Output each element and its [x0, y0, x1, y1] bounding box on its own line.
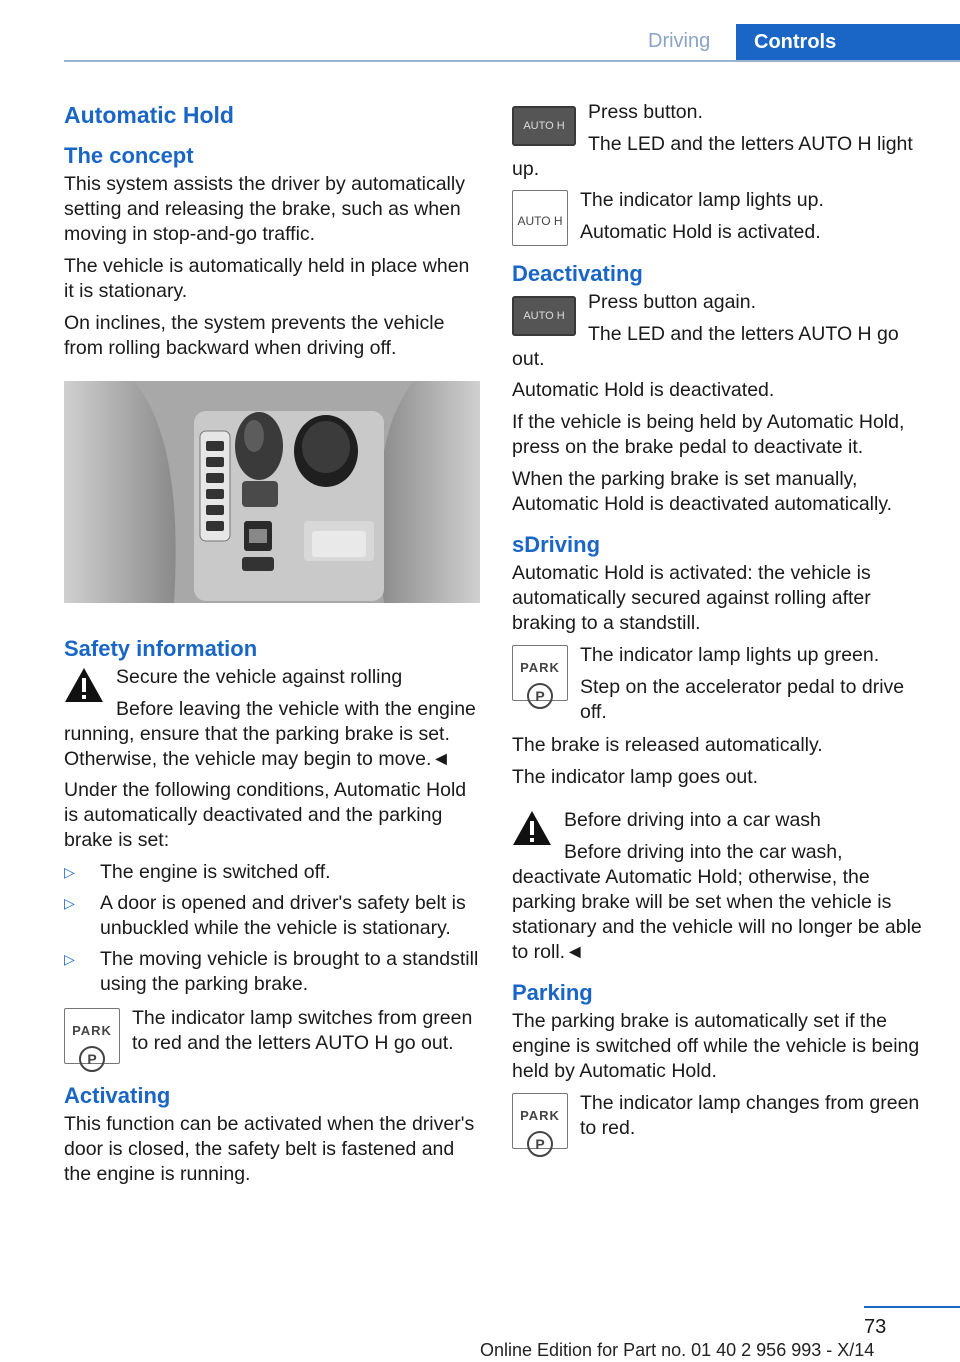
conditions-list [64, 860, 480, 997]
auto-h-button-step-off [512, 290, 928, 372]
list-item [64, 947, 480, 997]
auto-h-button-label: AUTO H [523, 310, 565, 322]
list-item-text: The moving vehicle is brought to a standstill using the parking brake. [100, 948, 479, 995]
warning-body: Before leaving the vehicle with the engine running, ensure that the parking brake is set. Otherwise, the vehicle may begin to move.◄ [64, 698, 476, 770]
park-lamp-icon [512, 1093, 568, 1152]
activated-text: Automatic Hold is activated. [580, 221, 821, 243]
sdriving-paragraph-1: Automatic Hold is activated: the vehicle is automatically secured against rolling after braking to a standstill. [512, 562, 871, 634]
page-number: 73 [864, 1316, 887, 1338]
lamp-green-text: The indicator lamp lights up green. [580, 644, 880, 666]
deactivating-paragraph-3: When the parking brake is set manually, Automatic Hold is deactivated automatically. [512, 468, 893, 515]
parking-heading: Parking [512, 980, 593, 1005]
sdriving-paragraph-3: The indicator lamp goes out. [512, 766, 759, 788]
auto-h-lamp-label: AUTO H [517, 214, 563, 228]
warning-triangle-icon [64, 667, 104, 703]
press-button-text: Press button. [588, 101, 703, 123]
sdriving-heading: sDriving [512, 532, 601, 557]
press-button-body: The LED and the letters AUTO H light up. [512, 133, 913, 180]
deactivating-heading: Deactivating [512, 261, 643, 286]
edition-footer: Online Edition for Part no. 01 40 2 956 993 - X/14 [480, 1340, 875, 1360]
auto-h-lamp-icon [512, 190, 568, 246]
warning-title: Secure the vehicle against rolling [116, 666, 403, 688]
concept-paragraph-2: The vehicle is automatically held in place when it is stationary. [64, 255, 470, 302]
left-column [64, 100, 480, 1194]
auto-h-button-label: AUTO H [523, 120, 565, 132]
conditions-intro: Under the following conditions, Automatic Hold is automatically deactivated and the parking brake is set: [64, 779, 467, 851]
park-green-note [512, 643, 928, 725]
warning-title: Before driving into a car wash [564, 809, 821, 831]
safety-heading: Safety information [64, 636, 258, 661]
activating-paragraph: This function can be activated when the driver's door is closed, the safety belt is fastened and the engine is running. [64, 1113, 475, 1185]
park-indicator-note [64, 1006, 480, 1068]
warning-block-car-wash [512, 808, 928, 965]
list-item-text: A door is opened and driver's safety belt is unbuckled while the vehicle is stationary. [100, 892, 466, 939]
press-again-body: The LED and the letters AUTO H go out. [512, 323, 899, 370]
triangle-bullet-icon: ▷ [64, 951, 75, 967]
header-tab [736, 24, 960, 62]
list-item [64, 891, 480, 941]
console-illustration [64, 381, 480, 603]
sdriving-paragraph-2: The brake is released automatically. [512, 734, 823, 756]
lamp-red-text: The indicator lamp changes from green to red. [580, 1092, 920, 1139]
park-red-note [512, 1091, 928, 1153]
park-indicator-text: The indicator lamp switches from green to red and the letters AUTO H go out. [132, 1007, 473, 1054]
activating-heading: Activating [64, 1083, 171, 1108]
concept-paragraph-3: On inclines, the system prevents the vehicle from rolling backward when driving off. [64, 312, 445, 359]
list-item-text: The engine is switched off. [100, 861, 331, 883]
deactivated-text: Automatic Hold is deactivated. [512, 379, 775, 401]
triangle-bullet-icon: ▷ [64, 895, 75, 911]
auto-h-button-step [512, 100, 928, 182]
triangle-bullet-icon: ▷ [64, 864, 75, 880]
park-lamp-label: PARK [72, 1023, 112, 1038]
center-console-photo [64, 381, 480, 603]
warning-triangle-icon [512, 810, 552, 846]
park-lamp-icon [512, 645, 568, 704]
deactivating-paragraph-2: If the vehicle is being held by Automatic Hold, press on the brake pedal to deactivate it. [512, 411, 905, 458]
concept-heading: The concept [64, 143, 194, 168]
park-lamp-label: PARK [520, 660, 560, 675]
indicator-on-text: The indicator lamp lights up. [580, 189, 824, 211]
auto-h-button-icon [512, 296, 576, 336]
header-tab-label: Controls [754, 31, 837, 53]
list-item [64, 860, 480, 885]
step-on-text: Step on the accelerator pedal to drive off. [580, 676, 905, 723]
auto-h-button-icon [512, 106, 576, 146]
press-again-text: Press button again. [588, 291, 757, 313]
park-lamp-icon [64, 1008, 120, 1067]
right-column [512, 100, 928, 1161]
park-p-symbol: P [79, 1046, 105, 1072]
parking-paragraph: The parking brake is automatically set if the engine is switched off while the vehicle is being held by Automatic Hold. [512, 1010, 920, 1082]
concept-paragraph-1: This system assists the driver by automatically setting and releasing the brake, such as when moving in stop-and-go traffic. [64, 173, 465, 245]
park-p-symbol: P [527, 683, 553, 709]
park-p-symbol: P [527, 1131, 553, 1157]
page-title: Automatic Hold [64, 102, 234, 128]
footer-divider [864, 1306, 960, 1308]
header-divider [64, 60, 960, 62]
warning-block-rolling [64, 665, 480, 772]
park-lamp-label: PARK [520, 1108, 560, 1123]
auto-h-indicator-note [512, 188, 928, 246]
header-section-label: Driving [648, 30, 711, 52]
warning-body: Before driving into the car wash, deactivate Automatic Hold; otherwise, the parking brake will be set when the vehicle is stationary and the vehicle will no longer be able to roll.◄ [512, 841, 922, 963]
